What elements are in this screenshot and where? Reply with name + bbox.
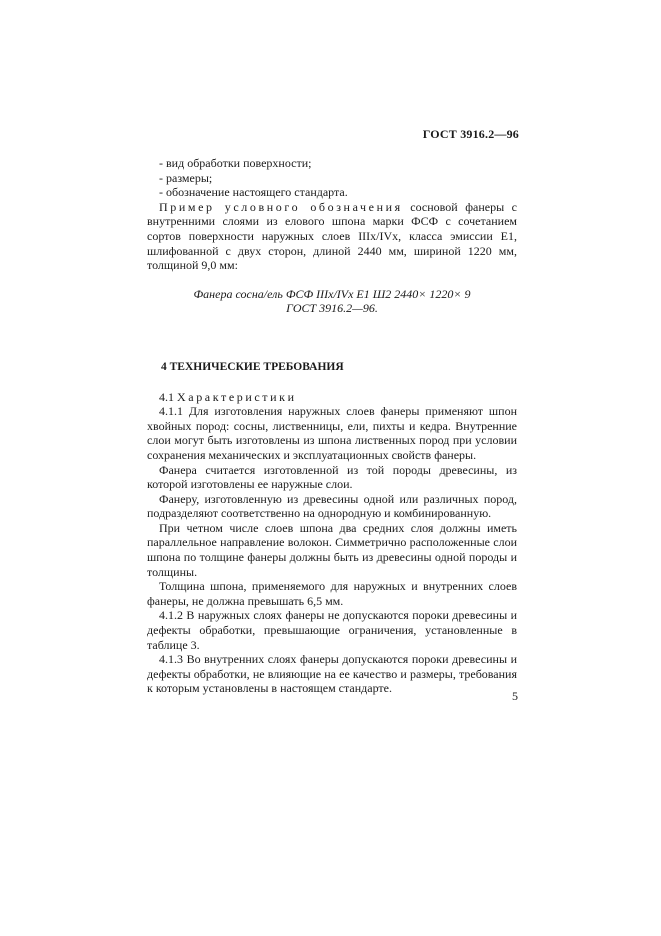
text-column (147, 156, 517, 696)
designation-formula (147, 287, 517, 316)
paragraph-veneer-thickness: Толщина шпона, применяемого для наружных и внутренних слоев фанеры, не должна превышать 6,5 мм. (147, 579, 517, 608)
paragraph-plywood-types: Фанеру, изготовленную из древесины одной или различных пород, подразделяют соответственно на однородную и комбинированную. (147, 491, 517, 521)
subsection-title: Характеристики (177, 389, 297, 404)
paragraph-4-1-2: 4.1.2 В наружных слоях фанеры не допускаются пороки древесины и дефекты обработки, превышающие ограничения, установленные в таблице 3. (147, 608, 517, 652)
list-item: - обозначение настоящего стандарта. (159, 185, 348, 200)
standard-code-header: ГОСТ 3916.2—96 (422, 127, 519, 141)
formula-line-1: Фанера сосна/ель ФСФ IIIx/IVx Е1 Ш2 2440× 1220× 9 (193, 286, 471, 301)
paragraph-4-1-3: 4.1.3 Во внутренних слоях фанеры допускаются пороки древесины и дефекты обработки, не влияющие на ее качество и размеры, требования к которым установлены в настоящем стандарте. (147, 652, 517, 696)
paragraph-even-layers: При четном числе слоев шпона два средних слоя должны иметь параллельное направление волокон. Симметрично расположенные слои шпона по толщине фанеры должны быть из древесины одной породы и толщины. (147, 520, 517, 579)
section-title: 4 ТЕХНИЧЕСКИЕ ТРЕБОВАНИЯ (161, 360, 344, 373)
designation-example-text: сосновой фанеры с внутренними слоями из елового шпона марки ФСФ с сочетанием сортов поверхности наружных слоев IIIx/IVx, класса эмиссии Е1, шлифованной с двух сторон, длиной 2440 мм, шириной 1220 мм, толщиной 9,0 мм: (147, 199, 518, 273)
list-item: - вид обработки поверхности; (159, 156, 312, 170)
designation-example-lead: Пример условного обозначения (159, 199, 403, 214)
paragraph-wood-species: Фанера считается изготовленной из той породы древесины, из которой изготовлены ее наружные слои. (147, 462, 517, 492)
subsection-number: 4.1 (159, 389, 177, 404)
paragraph-4-1-1: 4.1.1 Для изготовления наружных слоев фанеры применяют шпон хвойных пород: сосны, лиственницы, ели, пихты и кедра. Внутренние слои могут быть изготовлены из шпона лиственных пород при условии сохранения механических и эксплуатационных свойств фанеры. (147, 404, 517, 462)
formula-line-2: ГОСТ 3916.2—96. (286, 301, 378, 316)
subsection-heading (147, 390, 517, 405)
page-number: 5 (512, 689, 518, 703)
list-item: - размеры; (159, 170, 213, 185)
designation-example-paragraph (147, 200, 517, 273)
